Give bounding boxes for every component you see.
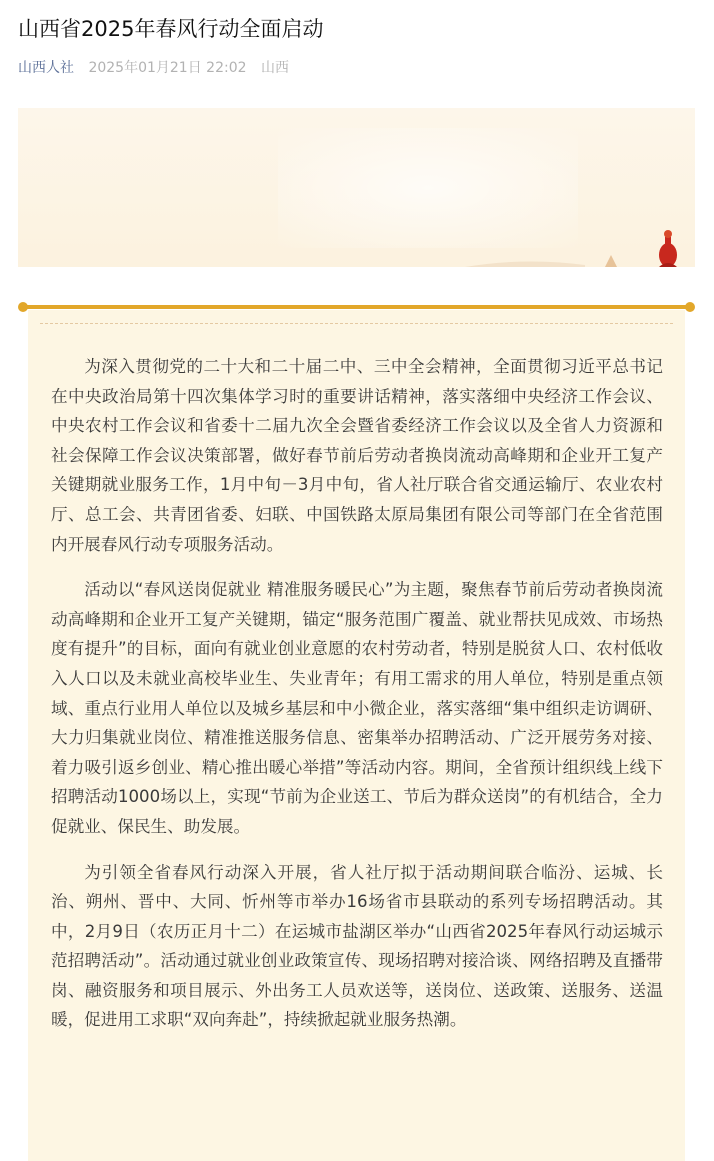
scroll-rod-cap-left bbox=[18, 302, 28, 312]
dashed-divider bbox=[40, 323, 673, 324]
scroll-rod-cap-right bbox=[685, 302, 695, 312]
publish-location: 山西 bbox=[260, 60, 289, 76]
article-paragraph-3: 为引领全省春风行动深入开展，省人社厅拟于活动期间联合临汾、运城、长治、朔州、晋中、大同、忻州等市举办16场省市县联动的系列专场招聘活动。其中，2月9日（农历正月十二）在运城市盐湖区举办“山西省2025年春风行动运城示范招聘活动”。活动通过就业创业政策宣传、现场招聘对接洽谈、网络招聘及直播带岗、融资服务和项目展示、外出务工人员欢送等，送岗位、送政策、送服务、送温暖，促进用工求职“双向奔赴”，持续掀起就业服务热潮。 bbox=[51, 862, 663, 1030]
article-paragraph-1: 为深入贯彻党的二十大和二十届二中、三中全会精神，全面贯彻习近平总书记在中央政治局第十四次集体学习时的重要讲话精神，落实落细中央经济工作会议、中央农村工作会议和省委十二届九次全会暨省委经济工作会议以及全省人力资源和社会保障工作会议决策部署，做好春节前后劳动者换岗流动高峰期和企业开工复产关键期就业服务工作，1月中旬－3月中旬，省人社厅联合省交通运输厅、农业农村厅、总工会、共青团省委、妇联、中国铁路太原局集团有限公司等部门在全省范围内开展春风行动专项服务活动。 bbox=[51, 357, 663, 554]
header-banner-image bbox=[18, 108, 695, 267]
page-title: 山西省2025年春风行动全面启动 bbox=[18, 17, 324, 41]
article-meta bbox=[18, 58, 289, 78]
article-body bbox=[51, 352, 663, 1051]
author-link[interactable]: 山西人社 bbox=[18, 60, 74, 76]
article-paragraph-2: 活动以“春风送岗促就业 精准服务暖民心”为主题，聚焦春节前后劳动者换岗流动高峰期和企业开工复产关键期，锚定“服务范围广覆盖、就业帮扶见成效、市场热度有提升”的目标，面向有就业创业意愿的农村劳动者，特别是脱贫人口、农村低收入人口以及未就业高校毕业生、失业青年；有用工需求的用人单位，特别是重点领域、重点行业用人单位以及城乡基层和中小微企业，落实落细“集中组织走访调研、大力归集就业岗位、精准推送服务信息、密集举办招聘活动、广泛开展劳务对接、着力吸引返乡创业、精心推出暖心举措”等活动内容。期间，全省预计组织线上线下招聘活动1000场以上，实现“节前为企业送工、节后为群众送岗”的有机结合，全力促就业、保民生、助发展。 bbox=[51, 580, 663, 836]
scroll-rod-bar bbox=[24, 305, 689, 309]
article-scroll-panel bbox=[28, 310, 685, 1161]
lantern-figure-icon bbox=[465, 207, 695, 267]
publish-date: 2025年01月21日 22:02 bbox=[88, 60, 247, 76]
